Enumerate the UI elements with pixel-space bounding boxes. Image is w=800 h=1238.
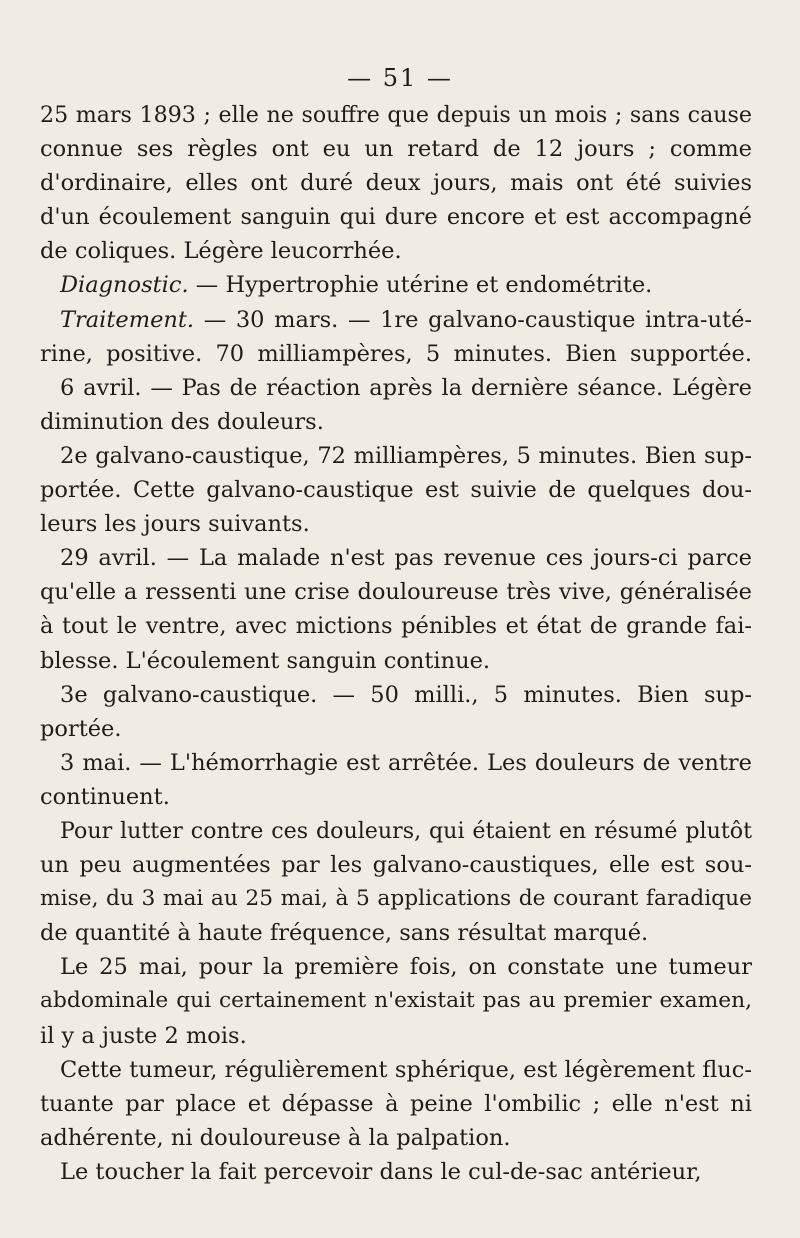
text-line	[40, 950, 752, 984]
text-run: 3e galvano-caustique. — 50 milli., 5 minutes. Bien sup-	[60, 681, 752, 708]
text-line	[40, 132, 752, 166]
text-line	[40, 814, 752, 848]
text-line	[40, 575, 752, 609]
text-line	[40, 303, 752, 337]
text-run: 6 avril. — Pas de réaction après la dernière séance. Légère	[60, 374, 752, 401]
text-line	[40, 337, 752, 371]
text-line	[40, 746, 752, 780]
text-line	[40, 916, 752, 950]
text-run: rine, positive. 70 milliampères, 5 minutes. Bien supportée.	[40, 340, 752, 367]
text-run: continuent.	[40, 783, 170, 810]
text-line	[40, 644, 752, 678]
text-run: — 30 mars. — 1re galvano-caustique intra-uté-	[194, 306, 752, 333]
page-number: — 51 —	[347, 64, 453, 92]
text-run: Pour lutter contre ces douleurs, qui étaient en résumé plutôt	[60, 817, 752, 844]
text-line	[40, 234, 752, 268]
text-line	[40, 609, 752, 643]
body-text	[40, 98, 752, 1189]
text-run: Le 25 mai, pour la première fois, on constate une tumeur	[60, 954, 752, 981]
text-run: abdominale qui certainement n'existait pas au premier examen,	[40, 988, 752, 1014]
text-run: 3 mai. — L'hémorrhagie est arrêtée. Les douleurs de ventre	[60, 749, 752, 776]
text-line	[40, 405, 752, 439]
text-run: portée. Cette galvano-caustique est suivie de quelques dou-	[40, 477, 752, 504]
text-line	[40, 1019, 752, 1053]
text-run: Le toucher la fait percevoir dans le cul-de-sac antérieur,	[60, 1158, 702, 1185]
section-label: Diagnostic.	[60, 272, 189, 299]
text-line	[40, 507, 752, 541]
text-line	[40, 712, 752, 746]
text-run: adhérente, ni douloureuse à la palpation.	[40, 1124, 511, 1151]
text-run: portée.	[40, 715, 122, 742]
text-run: blesse. L'écoulement sanguin continue.	[40, 647, 491, 674]
text-run: Cette tumeur, régulièrement sphérique, est légèrement fluc-	[60, 1056, 752, 1083]
text-run: tuante par place et dépasse à peine l'ombilic ; elle n'est ni	[40, 1090, 752, 1117]
text-run: qu'elle a ressenti une crise douloureuse très vive, généralisée	[40, 579, 752, 606]
text-line	[40, 1087, 752, 1121]
text-line	[40, 166, 752, 200]
text-run: 25 mars 1893 ; elle ne souffre que depuis un mois ; sans cause	[40, 102, 752, 128]
text-line	[40, 371, 752, 405]
text-line	[40, 268, 752, 302]
text-run: il y a juste 2 mois.	[40, 1022, 247, 1049]
text-run: un peu augmentées par les galvano-caustiques, elle est sou-	[40, 852, 752, 879]
text-run: d'un écoulement sanguin qui dure encore et est accompagné	[40, 204, 752, 231]
text-line	[40, 780, 752, 814]
text-line	[40, 200, 752, 234]
text-run: diminution des douleurs.	[40, 408, 324, 435]
text-run: à tout le ventre, avec mictions pénibles et état de grande fai-	[40, 613, 752, 640]
text-line	[40, 882, 752, 916]
section-label: Traitement.	[60, 306, 195, 333]
text-line	[40, 848, 752, 882]
text-line	[40, 678, 752, 712]
text-run: 2e galvano-caustique, 72 milliampères, 5 minutes. Bien sup-	[60, 442, 752, 469]
text-line	[40, 1053, 752, 1087]
text-run: leurs les jours suivants.	[40, 511, 310, 538]
text-line	[40, 984, 752, 1018]
text-line	[40, 541, 752, 575]
text-run: — Hypertrophie utérine et endométrite.	[188, 272, 653, 299]
text-run: d'ordinaire, elles ont duré deux jours, mais ont été suivies	[40, 170, 752, 197]
text-line	[40, 439, 752, 473]
text-line	[40, 1155, 752, 1189]
text-run: connue ses règles ont eu un retard de 12 jours ; comme	[40, 136, 752, 163]
text-run: de quantité à haute fréquence, sans résultat marqué.	[40, 920, 649, 947]
text-run: mise, du 3 mai au 25 mai, à 5 applications de courant faradique	[40, 886, 752, 912]
text-run: 29 avril. — La malade n'est pas revenue ces jours-ci parce	[60, 545, 752, 572]
text-line	[40, 98, 752, 132]
text-line	[40, 473, 752, 507]
text-line	[40, 1121, 752, 1155]
text-run: de coliques. Légère leucorrhée.	[40, 238, 402, 265]
